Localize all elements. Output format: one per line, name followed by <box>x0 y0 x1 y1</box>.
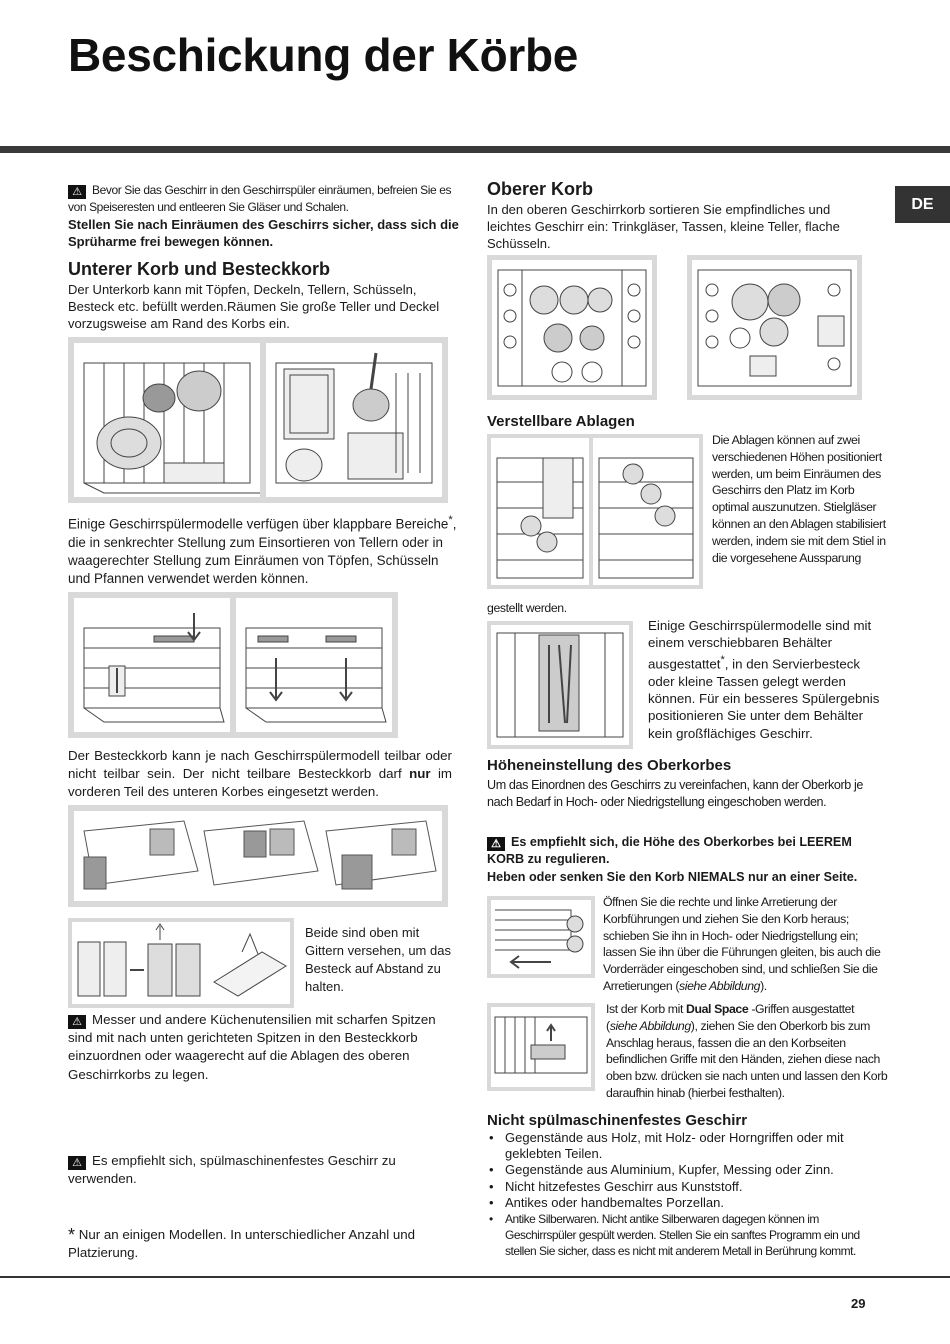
cutlery-detail-figure <box>68 918 294 1008</box>
height-adjust-heading: Höheneinstellung des Oberkorbes <box>487 757 732 774</box>
intro-warning <box>68 182 460 250</box>
list-item: • Gegenstände aus Holz, mit Holz- oder Horngriffen oder mit geklebten Teilen. <box>487 1130 887 1162</box>
basket-drawing <box>692 260 857 395</box>
sliding-container-text: Einige Geschirrspülermodelle sind mit einem verschiebbaren Behälter ausgestattet*, in den Servierbesteck oder kleine Tassen gelegt werden können. Für ein besseres Spülergebnis positionieren Sie unter dem Behälter kein großflächiges Geschirr. <box>648 618 880 741</box>
basket-drawing <box>74 343 260 497</box>
basket-drawing <box>491 438 589 585</box>
language-tab: DE <box>895 186 950 223</box>
not-safe-list <box>487 1130 887 1260</box>
shelves-panel-left <box>491 438 589 585</box>
foldable-text: Einige Geschirrspülermodelle verfügen über klappbare Bereiche*, die in senkrechter Stellung zum Einsortieren von Tellern oder in waagerechter Stellung zum Einräumen von Töpfen, Schüsseln und Pfannen verwendet werden können. <box>68 514 457 587</box>
basket-drawing <box>492 260 652 395</box>
upper-basket-text: In den oberen Geschirrkorb sortieren Sie empfindliches und leichtes Geschirr ein: Trinkgläser, Tassen, kleine Teller, flache Schüsseln. <box>487 202 840 251</box>
dishwasher-safe-warning: ⚠ Es empfiehlt sich, spülmaschinenfestes Geschirr zu verwenden. <box>68 1153 396 1187</box>
shelves-heading: Verstellbare Ablagen <box>487 413 635 430</box>
basket-drawing <box>236 598 392 732</box>
cutlery-text: Der Besteckkorb kann je nach Geschirrspülermodell teilbar oder nicht teilbar sein. Der nicht teilbare Besteckkorb darf nur im vorderen Teil des unteren Korbes eingesetzt werden. <box>68 748 452 799</box>
basket-drawing <box>491 900 591 974</box>
foldable-panel-right <box>236 598 392 732</box>
top-rule <box>0 146 950 153</box>
cutlery-basket-panel <box>74 811 442 901</box>
height-adjust-text: Um das Einordnen des Geschirrs zu vereinfachen, kann der Oberkorb je nach Bedarf in Hoch- oder Niedrigstellung eingeschoben werden. <box>487 778 864 809</box>
page-title: Beschickung der Körbe <box>68 29 579 81</box>
list-item: • Antikes oder handbemaltes Porzellan. <box>487 1195 887 1211</box>
dual-space-text: Ist der Korb mit Dual Space -Griffen ausgestattet (siehe Abbildung), ziehen Sie den Oberkorb bis zum Anschlag heraus, fassen die an den Korbseiten befindlichen Griffe mit den Händen, ziehen diese nach oben bzw. drücken sie nach unten und lassen den Korb daraufhin hinab (hierbei festhalten). <box>606 1002 888 1100</box>
warning-icon: ⚠ <box>68 185 86 199</box>
height-adjust-panel <box>491 900 591 974</box>
height-adjust-warning: ⚠ Es empfiehlt sich, die Höhe des Oberkorbes bei LEEREM KORB zu regulieren. Heben oder senken Sie den Korb NIEMALS nur an einer Seite. <box>487 835 858 884</box>
height-adjust-steps: Öffnen Sie die rechte und linke Arretierung der Korbführungen und ziehen Sie den Korb heraus; schieben Sie ihn in Hoch- oder Niedrigstellung ein; lassen Sie ihn über die Führungen gleiten, bis auch die Vorderräder eingeschoben sind, und schließen Sie die Arretierungen (siehe Abbildung). <box>603 895 881 993</box>
basket-drawing <box>266 343 442 497</box>
list-item: • Gegenstände aus Aluminium, Kupfer, Messing oder Zinn. <box>487 1162 887 1178</box>
lower-basket-panel-right <box>266 343 442 497</box>
shelves-figure <box>487 434 703 589</box>
footnote: * Nur an einigen Modellen. In unterschiedlicher Anzahl und Platzierung. <box>68 1225 416 1261</box>
list-item: • Nicht hitzefestes Geschirr aus Kunststoff. <box>487 1179 887 1195</box>
upper-basket-figure-left <box>487 255 657 400</box>
basket-drawing <box>74 811 442 901</box>
basket-drawing <box>74 598 230 732</box>
shelves-text: Die Ablagen können auf zwei verschiedenen Höhen positioniert werden, um beim Einräumen des Geschirrs den Platz im Korb optimal auszunutzen. Stielgläser können an den Ablagen stabilisiert werden, indem sie mit dem Stiel in die vorgesehene Aussparung <box>712 433 886 565</box>
basket-drawing <box>593 438 699 585</box>
sliding-container-panel <box>491 625 629 745</box>
sliding-container-figure <box>487 621 633 749</box>
height-adjust-figure <box>487 896 595 978</box>
knives-warning: ⚠ Messer und andere Küchenutensilien mit scharfen Spitzen sind mit nach unten gerichteten Spitzen in den Besteckkorb einzuordnen oder waagerecht auf die Ablagen des oberen Geschirrkorbs zu legen. <box>68 1012 436 1082</box>
list-item: • Antike Silberwaren. Nicht antike Silberwaren dagegen können im Geschirrspüler gespült werden. Stellen Sie ein sanftes Programm ein und stellen Sie sicher, dass es nicht mit anderem Metall in Berührung kommt. <box>487 1211 887 1260</box>
foldable-figure <box>68 592 398 738</box>
upper-basket-figure-right <box>687 255 862 400</box>
foldable-panel-left <box>74 598 230 732</box>
not-safe-heading: Nicht spülmaschinenfestes Geschirr <box>487 1112 748 1129</box>
basket-drawing <box>491 625 629 745</box>
warning-icon: ⚠ <box>487 837 505 851</box>
intro-warning-text: Bevor Sie das Geschirr in den Geschirrspüler einräumen, befreien Sie es von Speiseresten und entleeren Sie Gläser und Schalen. <box>68 183 452 214</box>
dual-space-panel <box>491 1007 591 1087</box>
upper-basket-panel <box>692 260 857 395</box>
shelves-text-continued: gestellt werden. <box>487 601 567 615</box>
shelves-panel-right <box>593 438 699 585</box>
page-number: 29 <box>851 1296 866 1311</box>
warning-icon: ⚠ <box>68 1156 86 1170</box>
lower-basket-text: Der Unterkorb kann mit Töpfen, Deckeln, Tellern, Schüsseln, Besteck etc. befüllt werden.Räumen Sie große Teller und Deckel vorzugsweise am Rand des Korbs ein. <box>68 282 440 331</box>
cutlery-detail-panel <box>72 922 290 1004</box>
lower-basket-heading: Unterer Korb und Besteckkorb <box>68 259 331 279</box>
intro-warning-bold: Stellen Sie nach Einräumen des Geschirrs sicher, dass sich die Sprüharme frei bewegen können. <box>68 216 459 249</box>
lower-basket-panel-left <box>74 343 260 497</box>
lower-basket-figure <box>68 337 448 503</box>
upper-basket-panel <box>492 260 652 395</box>
basket-drawing <box>491 1007 591 1087</box>
bottom-rule <box>0 1276 950 1278</box>
cutlery-basket-figure <box>68 805 448 907</box>
warning-icon: ⚠ <box>68 1015 86 1029</box>
basket-drawing <box>72 922 290 1004</box>
grid-text: Beide sind oben mit Gittern versehen, um das Besteck auf Abstand zu halten. <box>305 925 451 994</box>
upper-basket-heading: Oberer Korb <box>487 179 594 199</box>
dual-space-figure <box>487 1003 595 1091</box>
